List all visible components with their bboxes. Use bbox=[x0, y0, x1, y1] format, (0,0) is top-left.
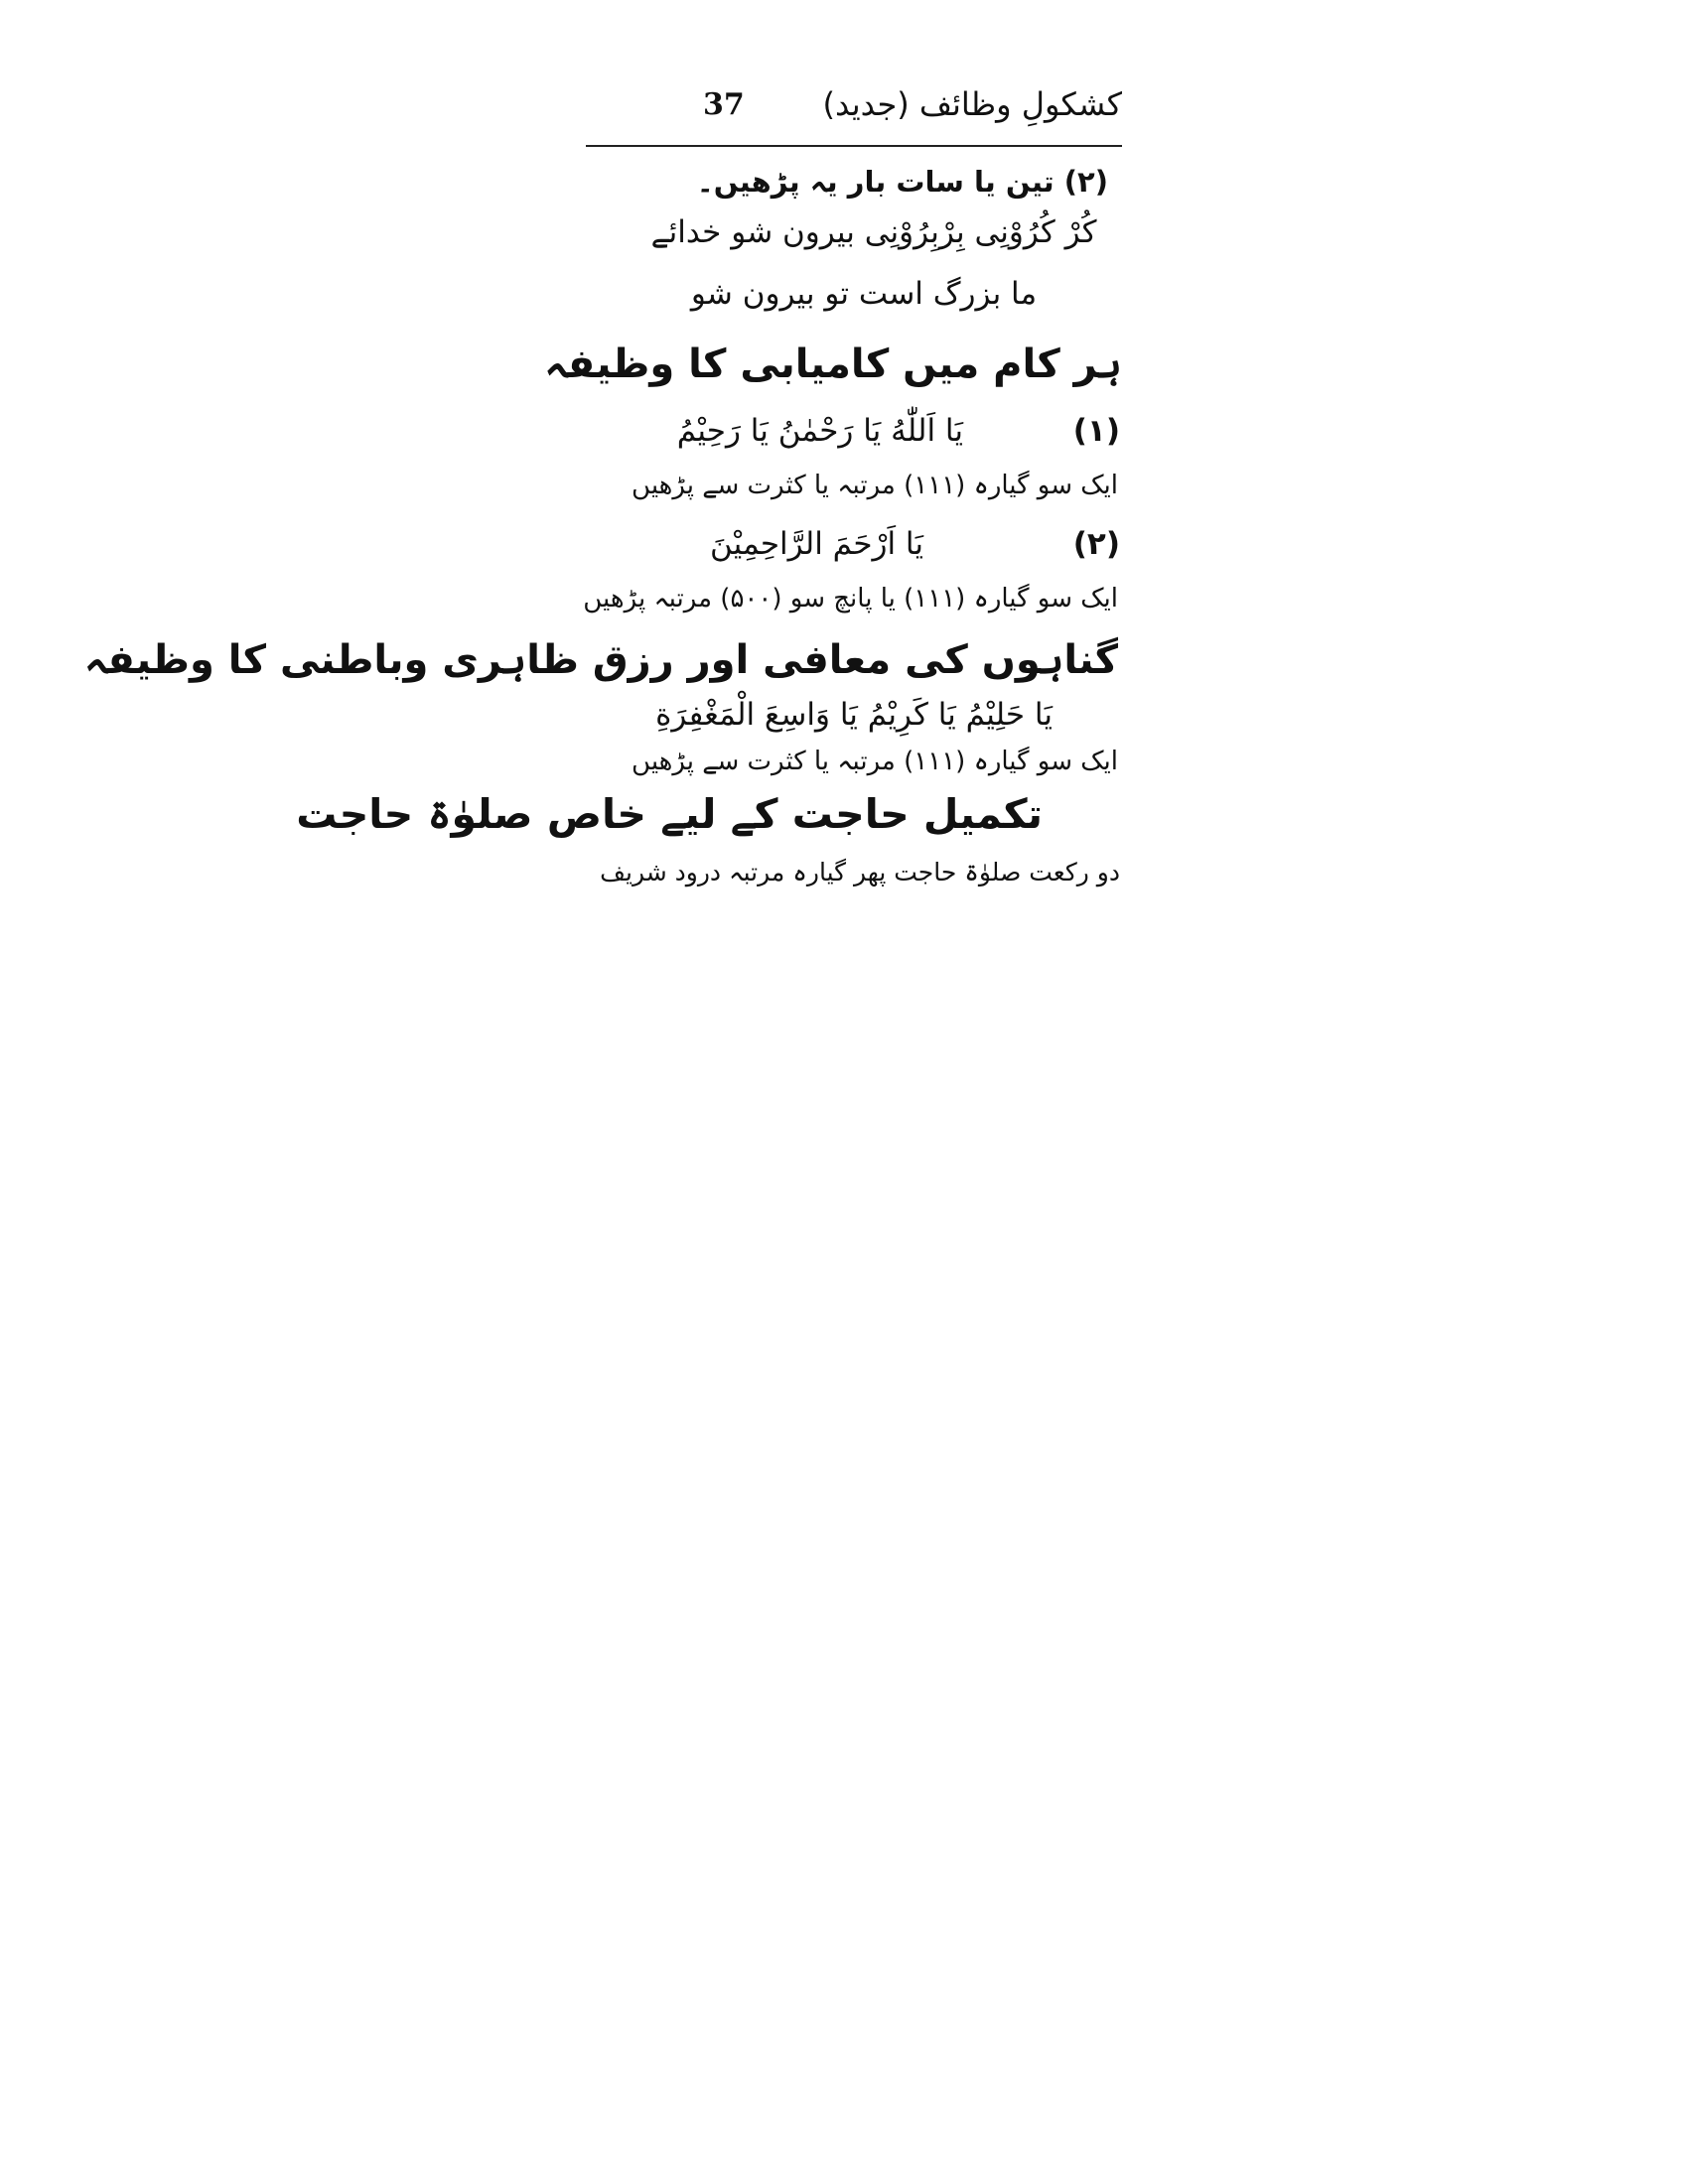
recitation-instruction: ایک سو گیارہ (۱۱۱) مرتبہ یا کثرت سے پڑھیں bbox=[632, 747, 1118, 776]
intro-instruction: (۲) تین یا سات بار یہ پڑھیں۔ bbox=[696, 165, 1108, 199]
final-instruction: دو رکعت صلوٰۃ حاجت پھر گیارہ مرتبہ درود شریف bbox=[600, 858, 1120, 887]
verse-line-1: کُرْ کُرُوْنِی بِرْبِرُوْنِی بیرون شو خدائے bbox=[650, 214, 1097, 250]
verse-line-2: ما بزرگ است تو بیرون شو bbox=[690, 276, 1038, 312]
book-title: کشکولِ وظائف (جدید) bbox=[822, 85, 1122, 123]
page-number: 37 bbox=[703, 87, 745, 122]
numbered-item-1 bbox=[586, 413, 1122, 457]
heading-salat-hajat: تکمیل حاجت کے لیے خاص صلوٰۃ حاجت bbox=[296, 790, 1043, 838]
arabic-invocation: يَا حَلِيْمُ يَا كَرِيْمُ يَا وَاسِعَ الْمَغْفِرَةِ bbox=[655, 697, 1053, 733]
item-number: (۱) bbox=[1072, 413, 1120, 449]
recitation-instruction: ایک سو گیارہ (۱۱۱) یا پانچ سو (۵۰۰) مرتبہ پڑھیں bbox=[583, 584, 1118, 614]
recitation-instruction: ایک سو گیارہ (۱۱۱) مرتبہ یا کثرت سے پڑھیں bbox=[632, 471, 1118, 500]
arabic-invocation: يَا اَللّٰهُ يَا رَحْمٰنُ يَا رَحِيْمُ bbox=[676, 413, 963, 449]
heading-success-wazifa: ہر کام میں کامیابی کا وظیفہ bbox=[544, 341, 1122, 387]
item-number: (۲) bbox=[1072, 526, 1120, 562]
running-header bbox=[586, 69, 1122, 147]
arabic-invocation: يَا اَرْحَمَ الرَّاحِمِيْنَ bbox=[710, 526, 923, 562]
page-body bbox=[83, 165, 1122, 887]
heading-forgiveness-wazifa: گناہوں کی معافی اور رزق ظاہری وباطنی کا وظیفہ bbox=[83, 637, 1118, 683]
page-column bbox=[83, 69, 1122, 887]
numbered-item-2 bbox=[586, 526, 1122, 570]
